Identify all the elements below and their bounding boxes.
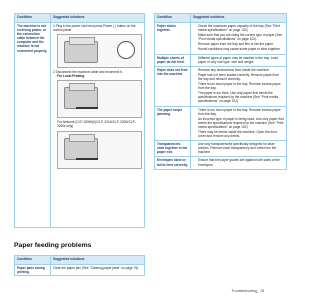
solution-bullet: • Ensure that the paper guides are against both sides of the envelopes.	[198, 158, 284, 166]
solution-cell	[191, 141, 287, 157]
header-suggested-solutions: Suggested solutions	[191, 14, 287, 23]
step-2: 2 Disconnect the machine cable and reconnect it.	[53, 70, 123, 75]
page-footer: Troubleshooting_ 78	[231, 289, 264, 293]
usb-cable-illustration	[76, 107, 98, 109]
condition-cell: Paper jams during printing.	[15, 265, 51, 276]
condition-cell: The paper keeps jamming.	[155, 106, 191, 141]
solution-bullet: • Paper has not been loaded correctly. Remove paper from the tray and reload it correctly.	[198, 73, 284, 81]
condition-cell: Paper does not feed into the machine.	[155, 66, 191, 106]
solution-bullet: • Make sure that you are using the correct type of paper (See "Print media specifications" on page 102).	[198, 33, 284, 41]
header-condition: Condition	[155, 14, 191, 23]
header-suggested-solutions: Suggested solutions	[51, 256, 145, 265]
condition-cell: Multiple sheets of paper do not feed.	[155, 54, 191, 66]
solution-cell	[191, 66, 287, 106]
solution-bullet: • An incorrect type of paper is being used. Use only paper that meets the specifications required by the machine (See "Print media specifications" on page 102).	[198, 117, 284, 129]
solution-bullet: • There is too much paper in the tray. Remove excess paper from the tray.	[198, 108, 284, 116]
printer-illustration	[64, 41, 98, 63]
power-figure	[57, 34, 142, 68]
header-suggested-solutions: Suggested solutions	[51, 14, 145, 23]
solution-cell	[191, 106, 287, 141]
solution-bullet: • Humid conditions may cause some paper to stick together.	[198, 47, 284, 51]
condition-cell: Transparencies stick together in the paper exit.	[155, 141, 191, 157]
solution-bullet: • Remove any obstructions from inside the machine.	[198, 68, 284, 72]
solution-bullet: • There is too much paper in the tray. Remove excess paper from the tray.	[198, 82, 284, 90]
solution-bullet: • Remove paper from the tray and flex or fan the paper.	[198, 42, 284, 46]
condition-cell: The machine is not receiving power, or the connection cable between the computer and the machine is not connected properly.	[15, 23, 51, 228]
solution-bullet: • Check the maximum paper capacity of the tray (See "Print media specifications" on page 102).	[198, 24, 284, 32]
network-cable-illustration	[76, 158, 98, 160]
printer-back-illustration	[64, 87, 98, 109]
fig2-caption: For Network (CLP-325W(K)/CLP-321N/CLP-320N/CLP-326W only)	[57, 120, 136, 129]
solution-bullet: • Use only transparencies specifically designed for laser printers. Remove each transparency as it exits from the machine.	[198, 142, 284, 154]
right-troubleshooting-table	[154, 13, 287, 170]
network-figure	[57, 131, 142, 169]
condition-cell: Envelopes skew or fail to feed correctly.	[155, 157, 191, 169]
power-button-callout	[117, 41, 135, 59]
local-printing-figure	[57, 80, 142, 118]
solution-cell	[191, 157, 287, 169]
section-title: Paper feeding problems	[14, 242, 92, 249]
left-troubleshooting-table	[14, 13, 145, 228]
solution-bullet: • The paper is too thick. Use only paper that meets the specifications required by the machine (See "Print media specifications" on page 102).	[198, 91, 284, 103]
header-condition: Condition	[15, 256, 51, 265]
paper-feeding-table	[14, 255, 145, 276]
header-condition: Condition	[15, 14, 51, 23]
solution-bullet: • Different types of paper may be stacked in the tray. Load paper of only one type, size and weight.	[198, 56, 284, 64]
solution-cell: Clear the paper jam (See "Clearing paper jams" on page 76).	[51, 265, 145, 276]
solution-cell	[51, 23, 145, 228]
printer-network-illustration	[64, 138, 98, 160]
step-1: 1 Plug in the power cord and press Power ( ) button on the control panel.	[53, 24, 136, 33]
solution-cell	[191, 23, 287, 55]
solution-bullet: • There may be debris inside the machine. Open the front cover and remove any debris.	[198, 130, 284, 138]
condition-cell: Paper sticks together.	[155, 23, 191, 55]
fig1-caption: For Local Printing	[57, 74, 85, 79]
solution-cell	[191, 54, 287, 66]
